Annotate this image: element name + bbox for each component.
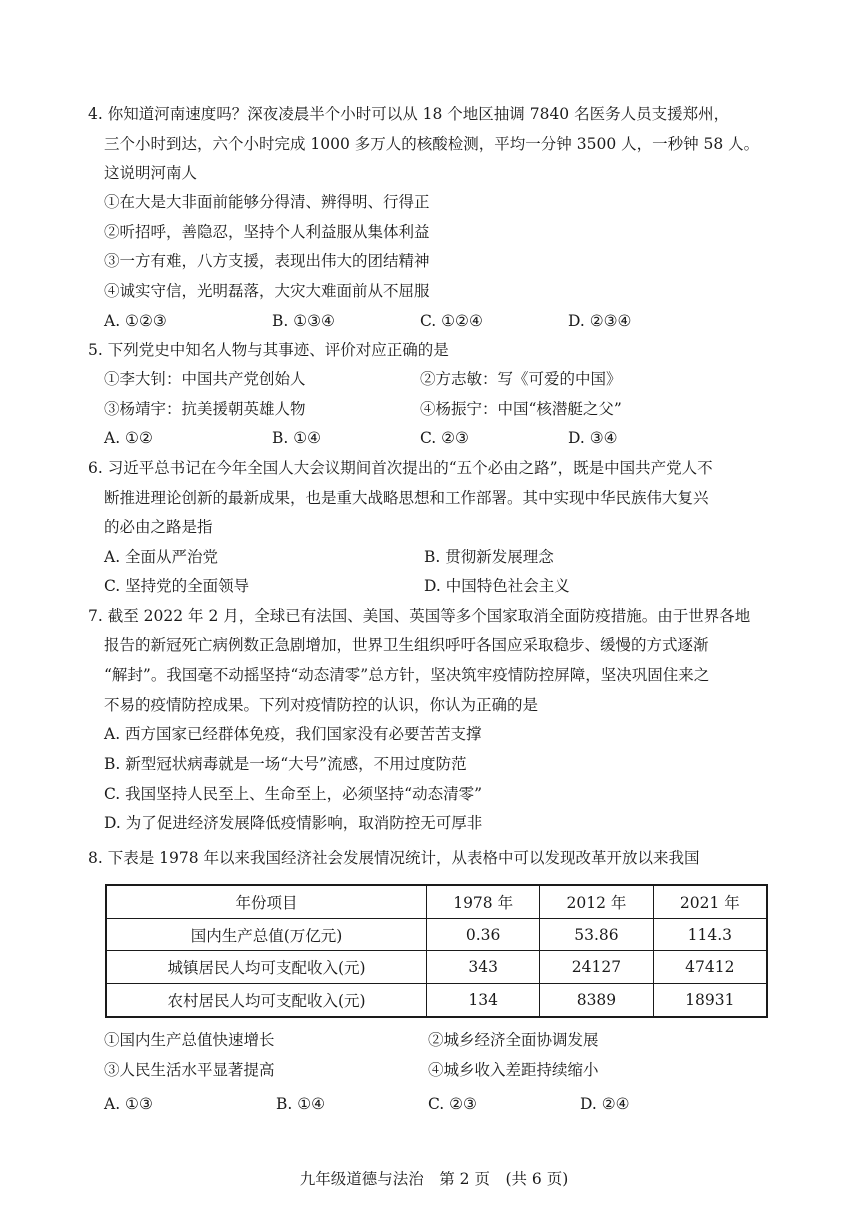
table-header-cell: 2012 年 xyxy=(540,885,653,918)
q8-option-b: B. ①④ xyxy=(276,1095,326,1113)
table-cell: 8389 xyxy=(540,984,653,1017)
q6-option-a: A. 全面从严治党 xyxy=(104,548,219,566)
table-header-row xyxy=(106,885,767,918)
q8-option-a: A. ①③ xyxy=(104,1095,153,1113)
table-header-cell: 1978 年 xyxy=(427,885,540,918)
page-footer: 九年级道德与法治 第 2 页 (共 6 页) xyxy=(299,1170,569,1188)
table-header-cell: 年份项目 xyxy=(106,885,427,918)
q5-item-2: ②方志敏：写《可爱的中国》 xyxy=(420,370,622,388)
q7-stem-line3: “解封”。我国毫不动摇坚持“动态清零”总方针，坚决筑牢疫情防控屏障，坚决巩固住来之 xyxy=(104,666,710,684)
economic-statistics-table xyxy=(105,884,768,1018)
q4-item-3: ③一方有难，八方支援，表现出伟大的团结精神 xyxy=(104,252,430,270)
table-row xyxy=(106,918,767,951)
q4-item-2: ②听招呼，善隐忍，坚持个人利益服从集体利益 xyxy=(104,223,430,241)
q8-option-d: D. ②④ xyxy=(580,1095,630,1113)
q4-option-d: D. ②③④ xyxy=(568,312,632,330)
q7-option-c: C. 我国坚持人民至上、生命至上，必须坚持“动态清零” xyxy=(104,785,483,803)
q8-item-2: ②城乡经济全面协调发展 xyxy=(428,1031,599,1049)
q5-option-a: A. ①② xyxy=(104,429,153,447)
table-row xyxy=(106,984,767,1017)
table-cell: 114.3 xyxy=(653,918,767,951)
q8-stem: 8. 下表是 1978 年以来我国经济社会发展情况统计，从表格中可以发现改革开放以来我国 xyxy=(88,849,700,867)
q6-option-c: C. 坚持党的全面领导 xyxy=(104,577,250,595)
q5-stem: 5. 下列党史中知名人物与其事迹、评价对应正确的是 xyxy=(88,341,449,359)
table-cell: 农村居民人均可支配收入(元) xyxy=(106,984,427,1017)
table-cell: 0.36 xyxy=(427,918,540,951)
table-cell: 134 xyxy=(427,984,540,1017)
q7-option-a: A. 西方国家已经群体免疫，我们国家没有必要苦苦支撑 xyxy=(104,725,482,743)
q4-option-b: B. ①③④ xyxy=(272,312,335,330)
table-cell: 53.86 xyxy=(540,918,653,951)
q6-stem-line3: 的必由之路是指 xyxy=(104,518,213,536)
q6-stem-line1: 6. 习近平总书记在今年全国人大会议期间首次提出的“五个必由之路”，既是中国共产党人不 xyxy=(88,459,713,477)
table-cell: 城镇居民人均可支配收入(元) xyxy=(106,951,427,984)
table-header-cell: 2021 年 xyxy=(653,885,767,918)
q4-item-1: ①在大是大非面前能够分得清、辨得明、行得正 xyxy=(104,193,430,211)
q4-stem-line2: 三个小时到达，六个小时完成 1000 多万人的核酸检测，平均一分钟 3500 人，一秒钟 58 人。 xyxy=(104,135,760,153)
q4-option-a: A. ①②③ xyxy=(104,312,167,330)
q8-item-1: ①国内生产总值快速增长 xyxy=(104,1031,275,1049)
q7-option-b: B. 新型冠状病毒就是一场“大号”流感，不用过度防范 xyxy=(104,755,467,773)
q7-stem-line1: 7. 截至 2022 年 2 月，全球已有法国、美国、英国等多个国家取消全面防疫措施。由于世界各地 xyxy=(88,607,751,625)
q8-item-4: ④城乡收入差距持续缩小 xyxy=(428,1061,599,1079)
q5-option-d: D. ③④ xyxy=(568,429,618,447)
q4-option-c: C. ①②④ xyxy=(420,312,483,330)
table-row xyxy=(106,951,767,984)
q8-item-3: ③人民生活水平显著提高 xyxy=(104,1061,275,1079)
q6-stem-line2: 断推进理论创新的最新成果，也是重大战略思想和工作部署。其中实现中华民族伟大复兴 xyxy=(104,489,709,507)
q5-option-b: B. ①④ xyxy=(272,429,322,447)
table-cell: 343 xyxy=(427,951,540,984)
q7-stem-line4: 不易的疫情防控成果。下列对疫情防控的认识，你认为正确的是 xyxy=(104,696,539,714)
q5-item-1: ①李大钊：中国共产党创始人 xyxy=(104,370,306,388)
q4-item-4: ④诚实守信，光明磊落，大灾大难面前从不屈服 xyxy=(104,282,430,300)
q7-stem-line2: 报告的新冠死亡病例数正急剧增加，世界卫生组织呼吁各国应采取稳步、缓慢的方式逐渐 xyxy=(104,636,709,654)
q6-option-d: D. 中国特色社会主义 xyxy=(424,577,570,595)
q5-item-4: ④杨振宁：中国“核潜艇之父” xyxy=(420,400,622,418)
q8-option-c: C. ②③ xyxy=(428,1095,477,1113)
q5-item-3: ③杨靖宇：抗美援朝英雄人物 xyxy=(104,400,306,418)
q5-option-c: C. ②③ xyxy=(420,429,469,447)
table-cell: 18931 xyxy=(653,984,767,1017)
q6-option-b: B. 贯彻新发展理念 xyxy=(424,548,554,566)
table-cell: 47412 xyxy=(653,951,767,984)
q7-option-d: D. 为了促进经济发展降低疫情影响，取消防控无可厚非 xyxy=(104,814,483,832)
table-cell: 国内生产总值(万亿元) xyxy=(106,918,427,951)
q4-stem-line1: 4. 你知道河南速度吗？深夜凌晨半个小时可以从 18 个地区抽调 7840 名医务人员支援郑州， xyxy=(88,105,730,123)
q4-stem-line3: 这说明河南人 xyxy=(104,164,198,182)
table-cell: 24127 xyxy=(540,951,653,984)
